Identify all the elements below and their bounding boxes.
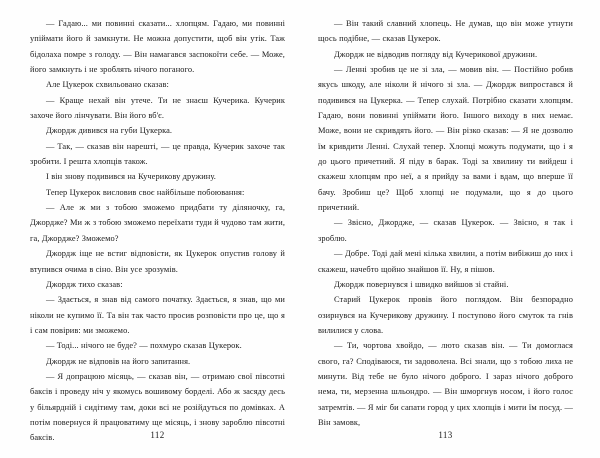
paragraph: — Він такий славний хлопець. Не думав, що він може утнути щось подібне, — сказав Цукерок. [318,19,573,44]
paragraph: Тепер Цукерок висловив своє найбільше побоювання: [46,187,245,197]
paragraph: — Я допрацюю місяць, — сказав він, — отримаю свої півсотні баксів і проведу ніч у якомусь вошивому борделі. Або ж засяду десь у більярдній і сидітиму там, доки всі не розійдуться по домівках. А потім повернуся й працюватиму ще місяць, і знову зароблю півсотні баксів. [30,371,285,443]
paragraph: — Добре. Тоді дай мені кілька хвилин, а потім вибіжиш до них і скажеш, начебто щойно знайшов її. Ну, я пішов. [318,249,573,274]
paragraph: — Здається, я знав від самого початку. Здається, я знав, що ми ніколи не купимо її. Та він так часто просив розповісти про це, що я і сам повірив: ми зможемо. [30,295,285,335]
paragraph: І він знову подивився на Кучерикову дружину. [46,172,216,182]
paragraph: — Тоді... нічого не буде? — похмуро сказав Цукерок. [46,341,242,351]
paragraph: Джордж іще не встиг відповісти, як Цукерок опустив голову й втупився очима в сіно. Він усе зрозумів. [30,249,285,274]
paragraph: Джордж не відводив погляду від Кучерикової дружини. [334,49,538,59]
paragraph: — Але ж ми з тобою зможемо придбати ту діляночку, га, Джордже? Ми ж з тобою зможемо переїхати туди й чудово там жити, га, Джордже? Зможемо? [30,203,285,243]
paragraph: — Гадаю... ми повинні сказати... хлопцям. Гадаю, ми повинні упіймати його й замкнути. Не можна допустити, щоб він утік. Таж бідолаха помре з голоду. — Він намагався заспокоїти себе. — Може, його замкнуть і не зроблять нічого поганого. [30,19,285,75]
paragraph: Старий Цукерок провів його поглядом. Він безпорадно озирнувся на Кучерикову дружину. І поступово його смуток та гнів вилилися у слова. [318,295,573,335]
paragraph: — Краще нехай він утече. Ти не знаєш Кучерика. Кучерик захоче його лінчувати. Він його вб'є. [30,95,285,121]
page-right [300,0,600,458]
page-right-body-text [318,16,573,430]
paragraph: — Так, — сказав він нарешті, — це правда, Кучерик захоче так зробити. І решта хлопців також. [30,141,285,167]
page-number-left: 112 [150,430,165,440]
paragraph: Джордж тихо сказав: [46,279,123,289]
page-number-right: 113 [438,430,453,440]
paragraph: Але Цукерок схвильовано сказав: [46,80,169,90]
paragraph: — Звісно, Джордже, — сказав Цукерок. — Звісно, я так і зроблю. [318,218,573,243]
paragraph: — Ленні зробив це не зі зла, — мовив він. — Постійно робив якусь шкоду, але ніколи й нічого зі зла. — Джордж випростався й подивився на Цукерка. — Тепер слухай. Потрібно сказати хлопцям. Гадаю, вони повинні упіймати його. Іншого виходу в них немає. Може, вони не скривдять його. — Він різко сказав: — Я не дозволю їм кривдити Ленні. Слухай тепер. Хлопці можуть подумати, що і я до цього причетний. Я піду в барак. Тоді за хвилину ти вийдеш і скажеш хлопцям про неї, а я прийду за вами і вдам, що вперше її бачу. Зробиш це? Щоб хлопці не подумали, що я до цього причетний. [318,65,573,213]
paragraph: Джордж дивився на губи Цукерка. [46,126,173,136]
paragraph: Джордж повернувся і швидко вийшов зі стайні. [334,279,509,289]
paragraph: Джордж не відповів на його запитання. [46,356,191,366]
page-left-body-text [30,16,285,446]
paragraph: — Ти, чортова хвойдо, — люто сказав він. — Ти домоглася свого, га? Сподіваюся, ти задоволена. Всі знали, що з тобою лиха не минути. Від тебе не було нічого доброго. І зараз нічого доброго нема, ти, мерзенна шльондро. — Він шморгнув носом, і його голос затремтів. — Я міг би сапати город у цих хлопців і мити їм посуд. — Він замовк, [318,341,573,427]
